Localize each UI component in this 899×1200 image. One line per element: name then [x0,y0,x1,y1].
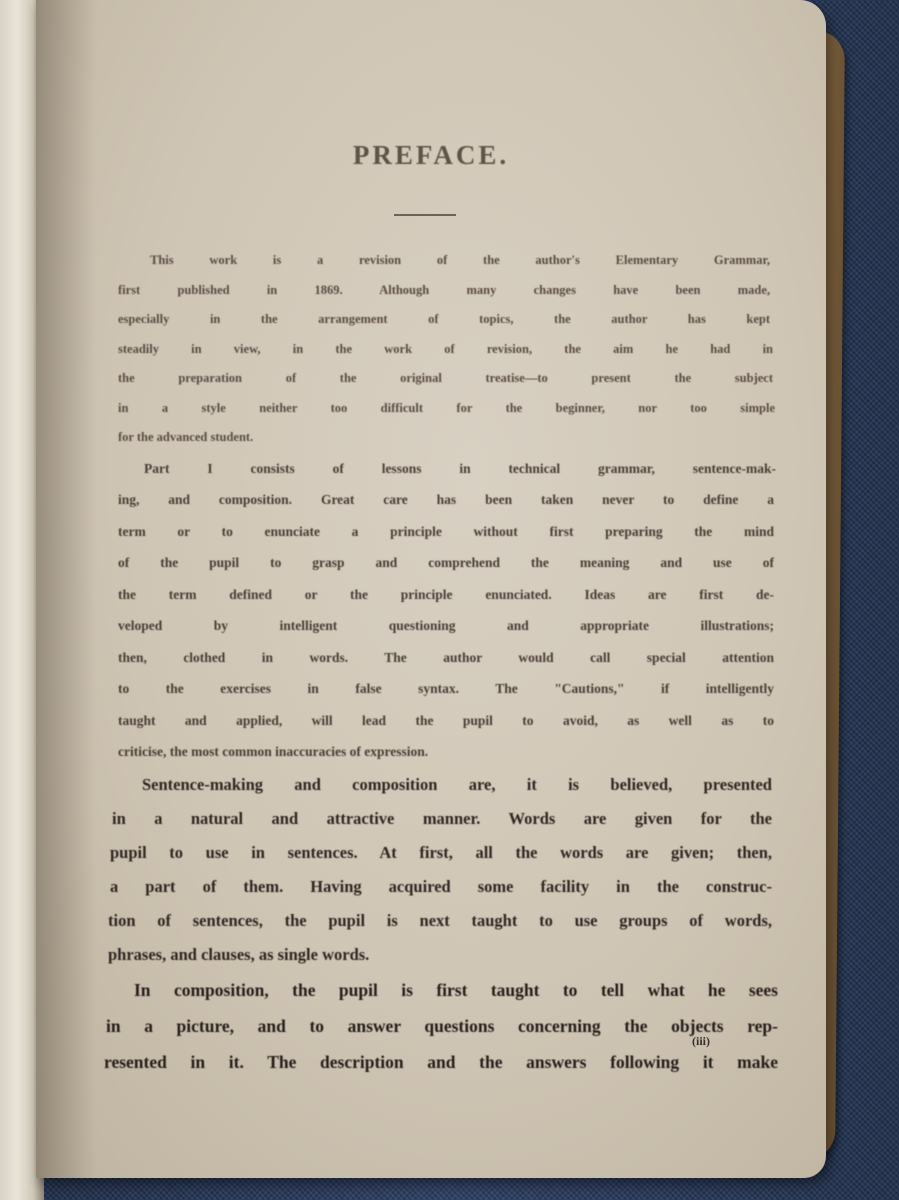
text-line: steadily in view, in the work of revision, the aim he had in [118,341,773,356]
text-line: Part I consists of lessons in technical grammar, sentence-mak- [144,460,776,476]
text-line: the term defined or the principle enunciated. Ideas are first de- [118,586,774,602]
text-line: the preparation of the original treatise—to present the subject [118,371,773,385]
text-line: for the advanced student. [118,430,254,444]
text-line: of the pupil to grasp and comprehend the meaning and use of [118,555,774,570]
text-line: resented in it. The description and the answers following it make [104,1051,778,1072]
text-line: ing, and composition. Great care has been taken never to define a [118,492,774,507]
book-page [36,0,826,1178]
page-title: PREFACE. [352,140,510,170]
text-line: term or to enunciate a principle without first preparing the mind [118,523,774,539]
text-line: then, clothed in words. The author would call special attention [118,649,774,665]
text-line: especially in the arrangement of topics, the author has kept [118,312,770,326]
text-line: in a picture, and to answer questions concerning the objects rep- [106,1015,778,1036]
text-line: taught and applied, will lead the pupil to avoid, as well as to [118,712,774,728]
title-divider [394,214,456,216]
text-line: veloped by intelligent questioning and appropriate illustrations; [118,618,774,633]
text-line: phrases, and clauses, as single words. [108,944,370,964]
text-line: criticise, the most common inaccuracies of expression. [118,744,429,759]
text-line: pupil to use in sentences. At first, all the words are given; then, [110,842,772,862]
text-line: a part of them. Having acquired some facility in the construc- [110,876,772,896]
page-number: (iii) [692,1034,710,1048]
text-line: Sentence-making and composition are, it is believed, presented [142,774,772,794]
text-line: tion of sentences, the pupil is next taught to use groups of words, [108,910,772,930]
body-text [104,246,778,1080]
text-line: in a style neither too difficult for the beginner, nor too simple [118,400,775,415]
text-line: to the exercises in false syntax. The "Cautions," if intelligently [118,681,774,696]
text-line: in a natural and attractive manner. Words are given for the [112,808,772,828]
text-line: This work is a revision of the author's Elementary Grammar, [150,253,770,267]
text-line: In composition, the pupil is first taught to tell what he sees [134,979,778,1000]
text-line: first published in 1869. Although many changes have been made, [118,282,770,297]
